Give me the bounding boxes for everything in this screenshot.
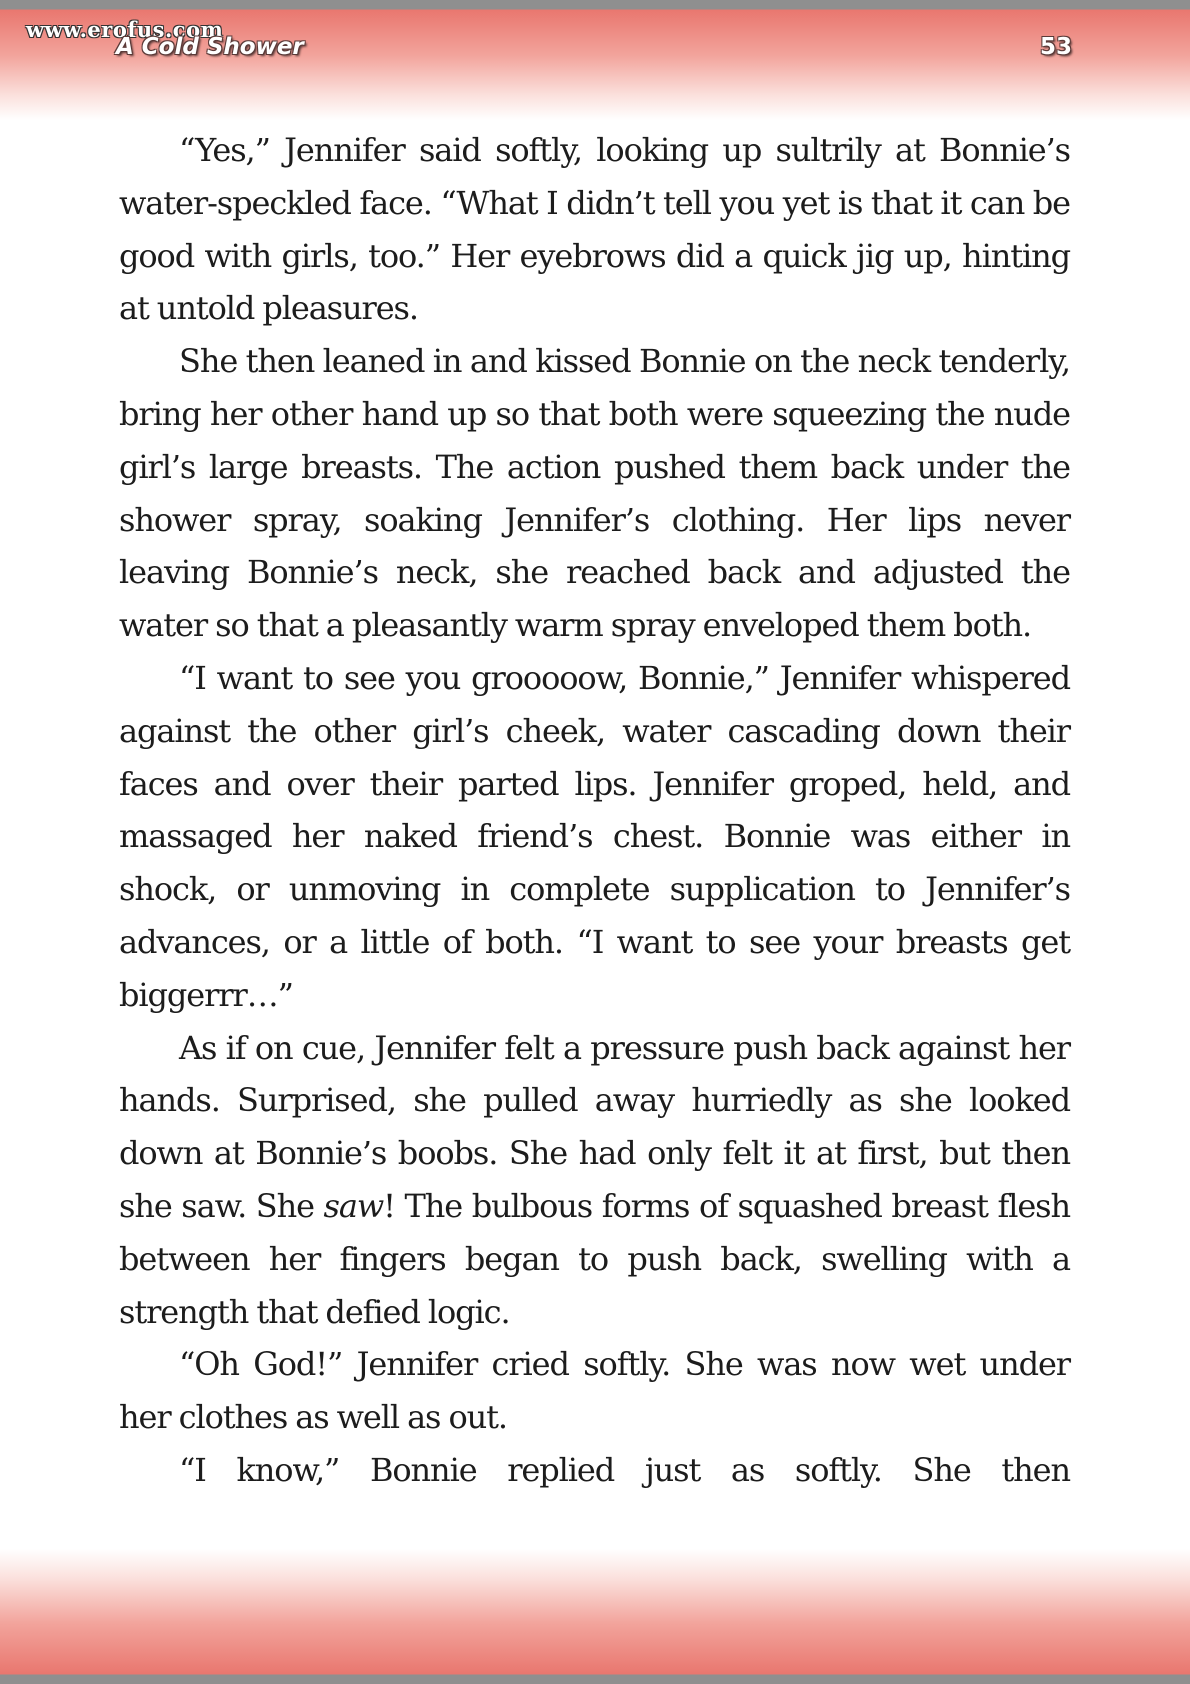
paragraph-1: “Yes,” Jennifer said softly, looking up sultrily at Bonnie’s water-speckled face. “What I didn’t tell you yet is that it can be good with girls, too.” Her eyebrows did a quick jig up, hinting at untold pleasures. [119,131,1070,328]
running-title: A Cold Shower [116,34,304,60]
watermark: www.erofus.com [26,17,224,42]
body-text [119,124,1070,1497]
page-number: 53 [1039,34,1072,60]
paragraph-4-after: ! The bulbous forms of squashed breast flesh between her fingers began to push back, swelling with a strength that defied logic. [119,1186,1070,1331]
footer-band [0,1549,1190,1684]
paragraph-6: “I know,” Bonnie replied just as softly. She then [179,1450,1070,1489]
paragraph-3: “I want to see you grooooow, Bonnie,” Jennifer whispered against the other girl’s cheek, water cascading down their faces and over their parted lips. Jennifer groped, held, and massaged her naked friend’s chest. Bonnie was either in shock, or unmoving in complete supplication to Jennifer’s advances, or a little of both. “I want to see your breasts get biggerrr…” [119,658,1070,1014]
paragraph-5: “Oh God!” Jennifer cried softly. She was now wet under her clothes as well as out. [119,1345,1070,1437]
paragraph-4 [119,1022,1070,1339]
paragraph-4-before: As if on cue, Jennifer felt a pressure push back against her hands. Surprised, she pulled away hurriedly as she looked down at Bonnie’s boobs. She had only felt it at first, but then she saw. She [119,1028,1070,1225]
paragraph-2: She then leaned in and kissed Bonnie on the neck tenderly, bring her other hand up so that both were squeezing the nude girl’s large breasts. The action pushed them back under the shower spray, soaking Jennifer’s clothing. Her lips never leaving Bonnie’s neck, she reached back and adjusted the water so that a pleasantly warm spray enveloped them both. [119,342,1070,645]
paragraph-4-emphasis: saw [323,1186,384,1225]
